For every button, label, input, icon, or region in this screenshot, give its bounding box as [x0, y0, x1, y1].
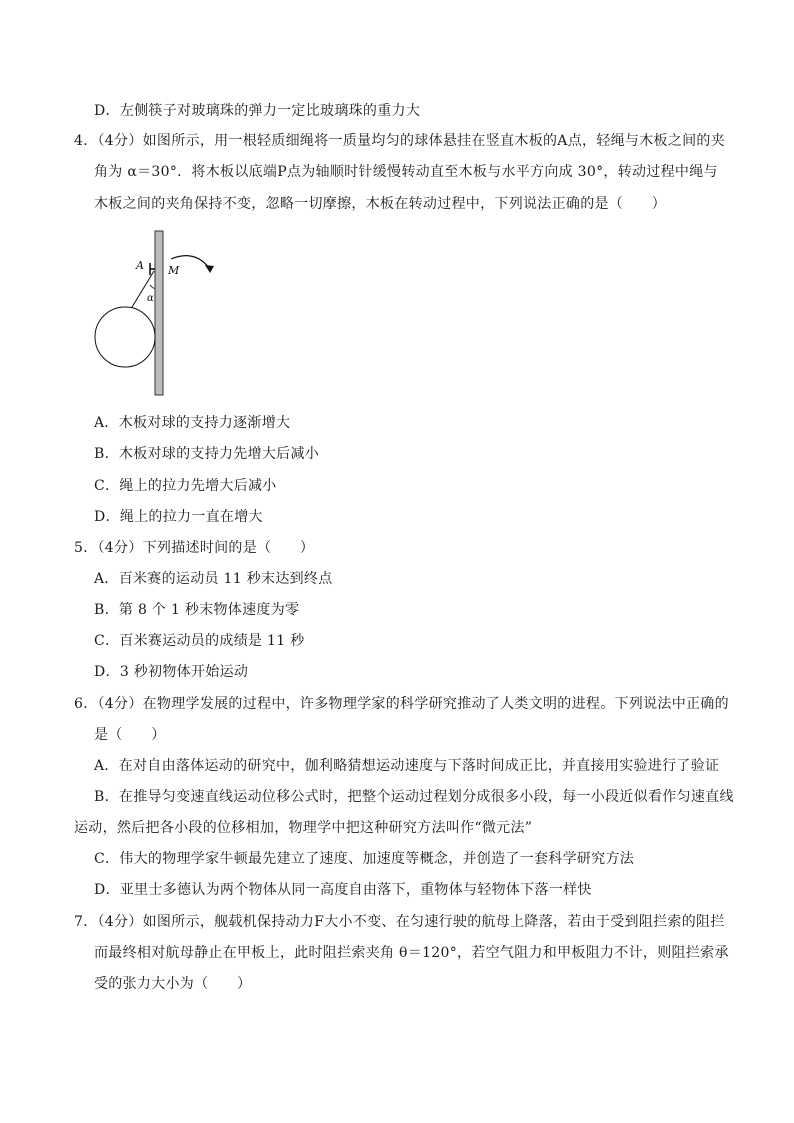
q4-option-c: C．绳上的拉力先增大后减小 — [94, 478, 277, 494]
q5-option-d: D．3 秒初物体开始运动 — [94, 664, 249, 680]
arrow-head-icon — [205, 265, 214, 273]
q4-diagram — [92, 225, 232, 405]
q6-stem-line-2: 是（ ） — [94, 727, 166, 743]
q5-option-c: C．百米赛运动员的成绩是 11 秒 — [94, 633, 305, 649]
label-a: A — [136, 259, 144, 272]
q4-option-a: A．木板对球的支持力逐渐增大 — [94, 415, 291, 431]
q7-stem-line-2: 而最终相对航母静止在甲板上，此时阻拦索夹角 θ＝120°，若空气阻力和甲板阻力不计，则阻拦索承 — [94, 945, 729, 961]
q4-stem-line-2: 角为 α＝30°．将木板以底端P点为轴顺时针缓慢转动直至木板与水平方向成 30°，转动过程中绳与 — [94, 164, 718, 180]
q3-option-d: D．左侧筷子对玻璃珠的弹力一定比玻璃珠的重力大 — [94, 103, 421, 119]
q5-stem: 5．（4分）下列描述时间的是（ ） — [74, 540, 315, 556]
q6-option-d: D．亚里士多德认为两个物体从同一高度自由落下，重物体与轻物体下落一样快 — [94, 882, 592, 898]
q4-stem-line-1: 4．（4分）如图所示，用一根轻质细绳将一质量均匀的球体悬挂在竖直木板的A点，轻绳与木板之间的夹 — [74, 133, 726, 149]
q6-option-b-continued: 运动，然后把各小段的位移相加，物理学中把这种研究方法叫作“微元法” — [74, 820, 533, 836]
q4-figure — [92, 225, 232, 405]
label-alpha: α — [147, 293, 154, 304]
q7-stem-line-1: 7．（4分）如图所示，舰载机保持动力F大小不变、在匀速行驶的航母上降落，若由于受到阻拦索的阻拦 — [74, 914, 725, 930]
q4-stem-line-3: 木板之间的夹角保持不变，忽略一切摩擦，木板在转动过程中，下列说法正确的是（ ） — [94, 196, 666, 212]
q5-option-b: B．第 8 个 1 秒末物体速度为零 — [94, 602, 300, 618]
q7-stem-line-3: 受的张力大小为（ ） — [94, 976, 252, 992]
q6-stem-line-1: 6．（4分）在物理学发展的过程中，许多物理学家的科学研究推动了人类文明的进程。下列说法中正确的 — [74, 696, 729, 712]
q6-option-c: C．伟大的物理学家牛顿最先建立了速度、加速度等概念，并创造了一套科学研究方法 — [94, 851, 635, 867]
q4-option-b: B．木板对球的支持力先增大后减小 — [94, 446, 320, 462]
q6-option-a: A．在对自由落体运动的研究中，伽利略猜想运动速度与下落时间成正比，并直接用实验进行了验证 — [94, 758, 720, 774]
rope — [129, 271, 154, 312]
q5-option-a: A．百米赛的运动员 11 秒末达到终点 — [94, 571, 333, 587]
q6-option-b: B．在推导匀变速直线运动位移公式时，把整个运动过程划分成很多小段，每一小段近似看作匀速直线 — [94, 789, 734, 805]
wooden-board — [155, 231, 163, 395]
ball — [95, 307, 155, 367]
q4-option-d: D．绳上的拉力一直在增大 — [94, 509, 263, 525]
angle-arc — [150, 285, 155, 288]
label-m: M — [168, 264, 180, 277]
